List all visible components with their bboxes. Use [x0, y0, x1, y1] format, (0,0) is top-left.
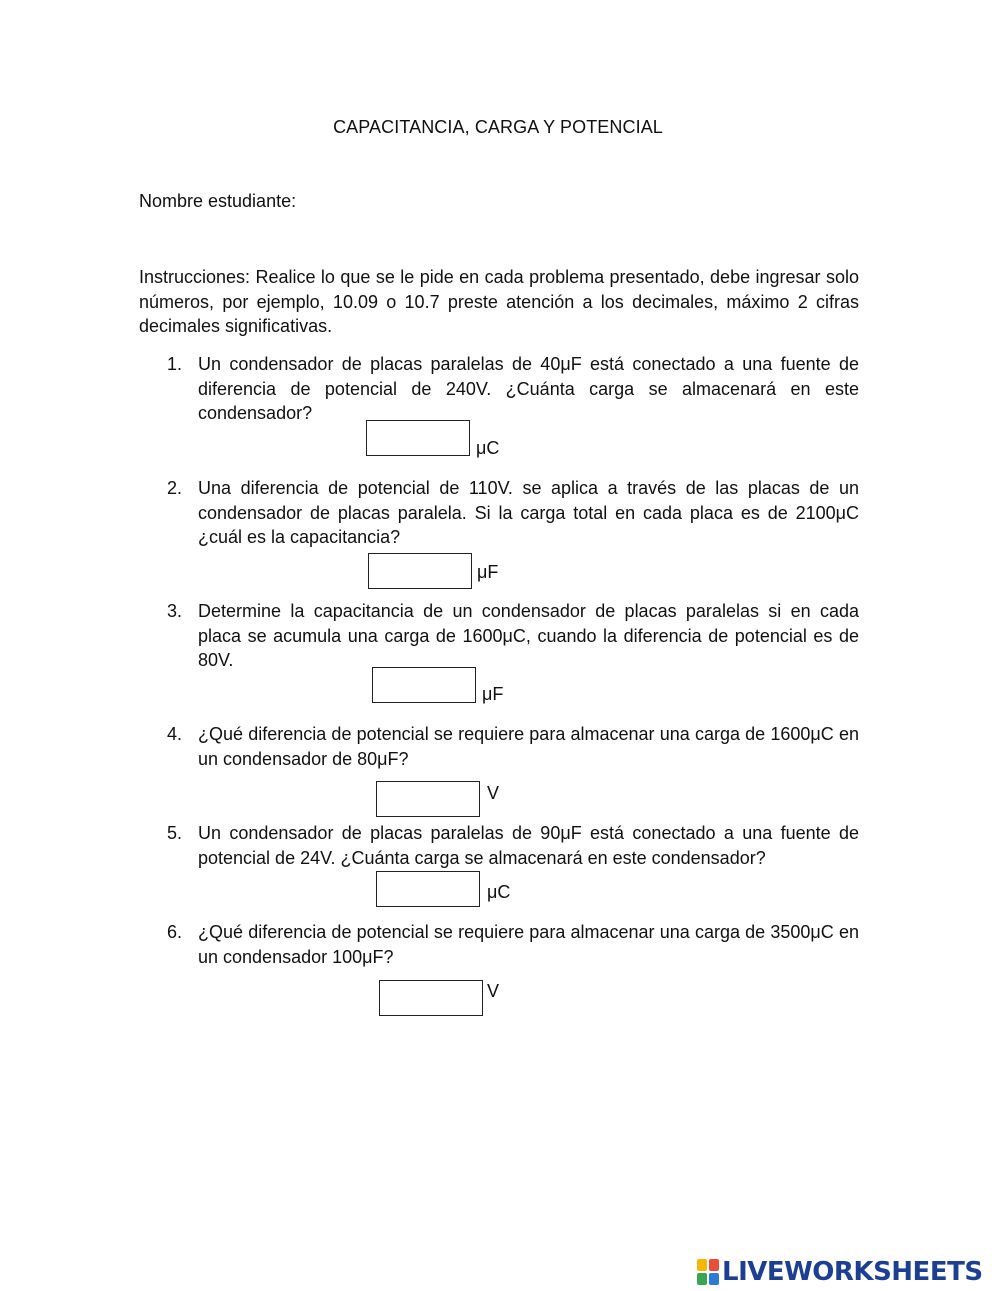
answer-input-3[interactable]: [372, 667, 476, 703]
worksheet-title: CAPACITANCIA, CARGA Y POTENCIAL: [333, 117, 663, 137]
question-number: 1.: [167, 354, 183, 374]
answer-unit-5: μC: [487, 882, 511, 902]
question-4: [139, 722, 859, 771]
logo-square-icon: [697, 1259, 707, 1271]
student-name-label: Nombre estudiante:: [139, 191, 297, 211]
answer-unit-1: μC: [476, 438, 500, 458]
logo-text: LIVEWORKSHEETS: [722, 1257, 983, 1287]
instructions-text: Instrucciones: Realice lo que se le pide en cada problema presentado, debe ingresar solo números, por ejemplo, 10.09 o 10.7 preste atención a los decimales, máximo 2 cifras decimales significativas.: [139, 267, 859, 336]
question-number: 4.: [167, 724, 183, 744]
question-2: [139, 476, 859, 550]
question-text: Un condensador de placas paralelas de 40μF está conectado a una fuente de diferencia de potencial de 240V. ¿Cuánta carga se almacenará en este condensador?: [198, 354, 859, 423]
answer-unit-3: μF: [482, 684, 504, 704]
answer-unit-4: V: [487, 783, 500, 803]
question-5: [139, 821, 859, 870]
logo-square-icon: [709, 1273, 719, 1285]
logo-square-icon: [709, 1259, 719, 1271]
question-text: ¿Qué diferencia de potencial se requiere para almacenar una carga de 1600μC en un condensador de 80μF?: [198, 724, 859, 769]
answer-input-4[interactable]: [376, 781, 480, 817]
question-1: [139, 352, 859, 426]
question-number: 3.: [167, 601, 183, 621]
question-text: Determine la capacitancia de un condensador de placas paralelas si en cada placa se acumula una carga de 1600μC, cuando la diferencia de potencial es de 80V.: [198, 601, 859, 670]
answer-unit-6: V: [487, 981, 500, 1001]
question-text: Una diferencia de potencial de 110V. se aplica a través de las placas de un condensador de placas paralela. Si la carga total en cada placa es de 2100μC ¿cuál es la capacitancia?: [198, 478, 859, 547]
logo-square-icon: [697, 1273, 707, 1285]
question-6: [139, 920, 859, 969]
liveworksheets-logo-icon: [697, 1259, 719, 1285]
answer-unit-2: μF: [477, 562, 499, 582]
answer-input-1[interactable]: [366, 420, 470, 456]
question-number: 5.: [167, 823, 183, 843]
question-number: 2.: [167, 478, 183, 498]
liveworksheets-logo[interactable]: [697, 1257, 983, 1287]
answer-input-5[interactable]: [376, 871, 480, 907]
answer-input-2[interactable]: [368, 553, 472, 589]
question-text: Un condensador de placas paralelas de 90μF está conectado a una fuente de potencial de 24V. ¿Cuánta carga se almacenará en este condensador?: [198, 823, 859, 868]
answer-input-6[interactable]: [379, 980, 483, 1016]
question-number: 6.: [167, 922, 183, 942]
question-3: [139, 599, 859, 673]
question-text: ¿Qué diferencia de potencial se requiere para almacenar una carga de 3500μC en un condensador 100μF?: [198, 922, 859, 967]
